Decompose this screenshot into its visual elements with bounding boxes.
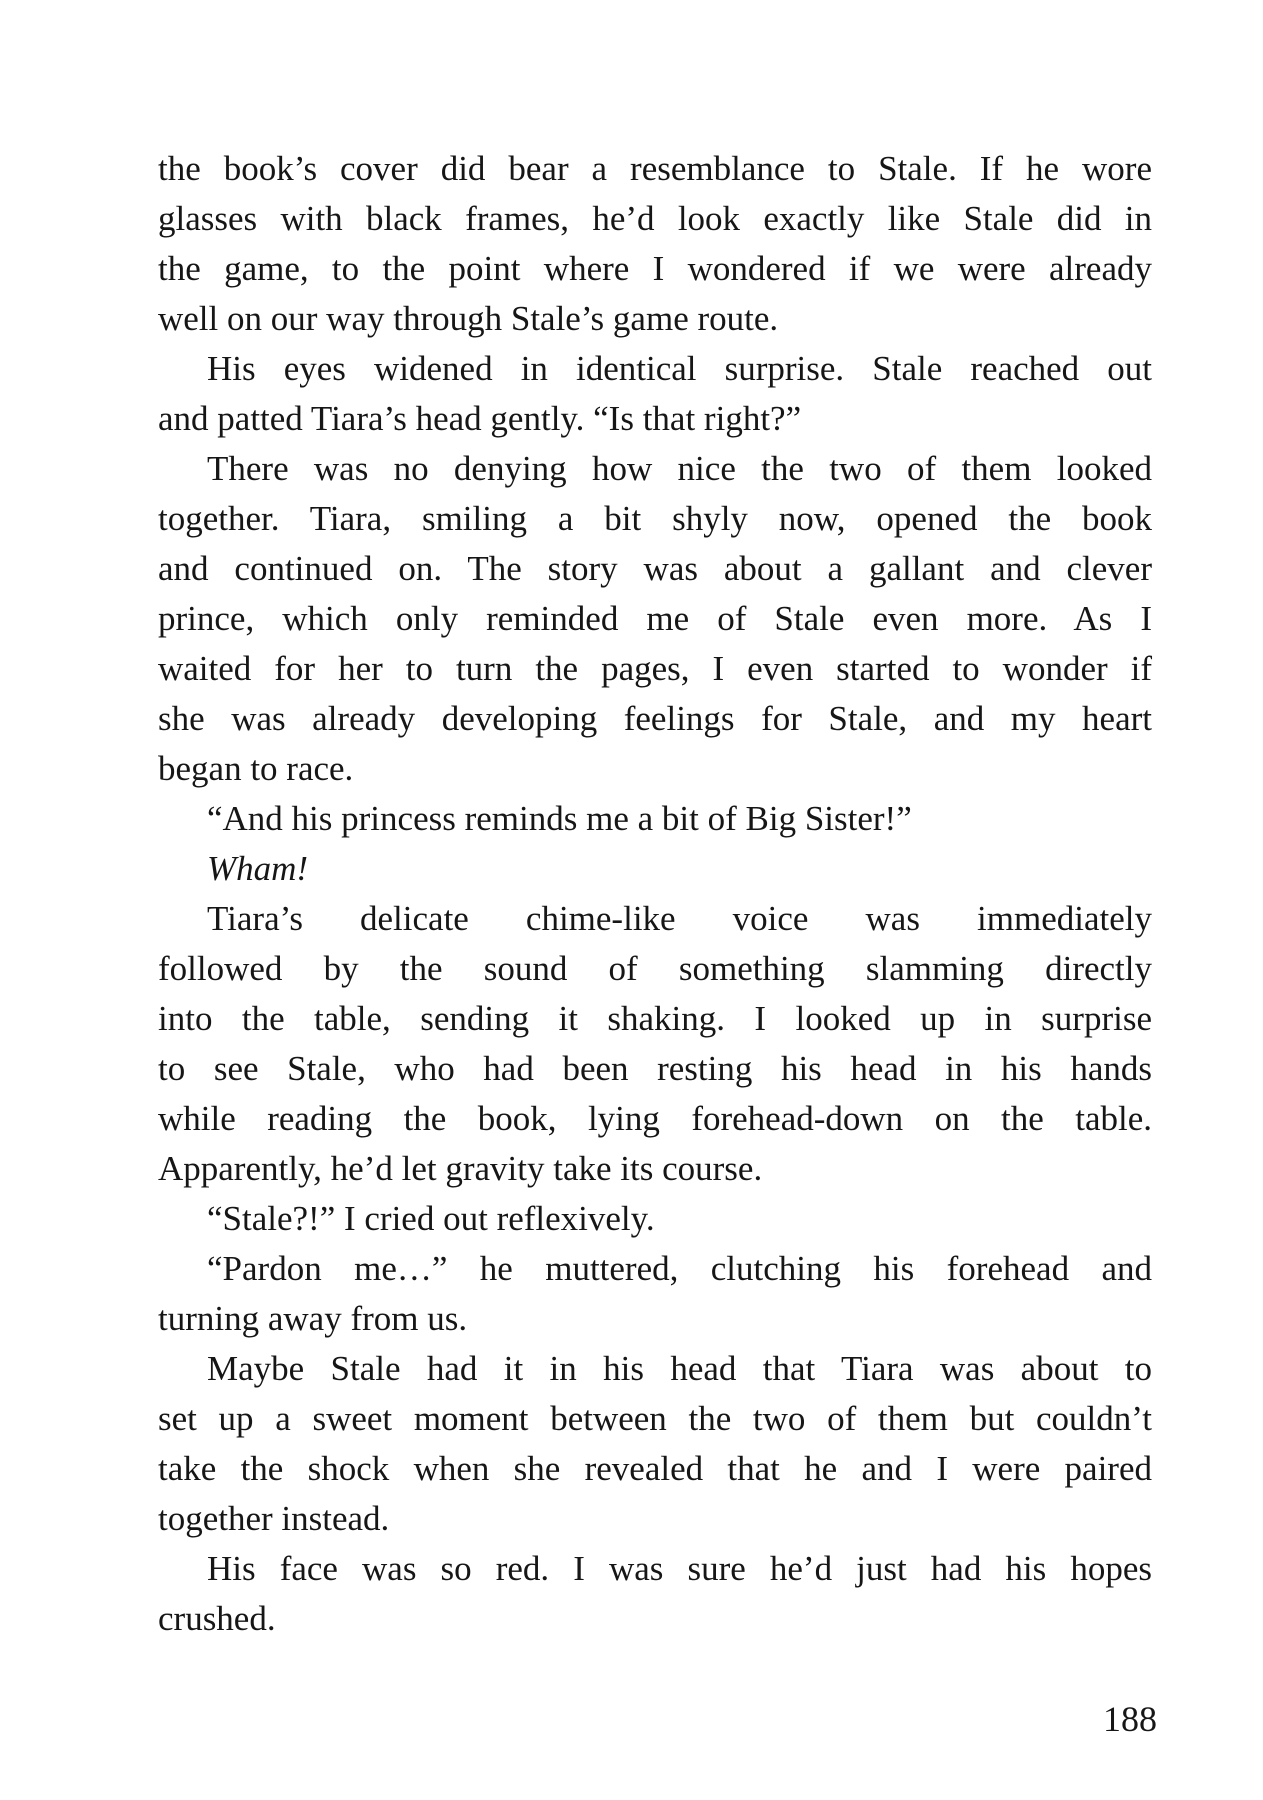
- text-line: Wham!: [207, 849, 309, 888]
- text-line: began to race.: [158, 749, 354, 788]
- text-line: glasses with black frames, he’d look exactly like Stale did in: [158, 199, 1152, 238]
- text-line: into the table, sending it shaking. I looked up in surprise: [158, 999, 1152, 1038]
- text-line: waited for her to turn the pages, I even started to wonder if: [158, 649, 1152, 688]
- text-line: she was already developing feelings for Stale, and my heart: [158, 699, 1152, 738]
- paragraph: [158, 1194, 1152, 1244]
- paragraph: [158, 894, 1152, 1194]
- text-line: to see Stale, who had been resting his head in his hands: [158, 1049, 1152, 1088]
- text-block: [158, 144, 1152, 1644]
- text-line: followed by the sound of something slamming directly: [158, 949, 1152, 988]
- text-line: the game, to the point where I wondered if we were already: [158, 249, 1152, 288]
- page-number: 188: [1103, 1699, 1157, 1739]
- text-line: and continued on. The story was about a gallant and clever: [158, 549, 1152, 588]
- paragraph: [158, 1544, 1152, 1644]
- text-line: take the shock when she revealed that he and I were paired: [158, 1449, 1152, 1488]
- paragraph: [158, 794, 1152, 844]
- paragraph: [158, 444, 1152, 794]
- text-line: There was no denying how nice the two of them looked: [207, 449, 1152, 488]
- text-line: and patted Tiara’s head gently. “Is that right?”: [158, 399, 802, 438]
- text-line: His face was so red. I was sure he’d just had his hopes: [207, 1549, 1152, 1588]
- text-line: His eyes widened in identical surprise. Stale reached out: [207, 349, 1152, 388]
- text-line: the book’s cover did bear a resemblance to Stale. If he wore: [158, 149, 1152, 188]
- text-line: Maybe Stale had it in his head that Tiara was about to: [207, 1349, 1152, 1388]
- text-line: turning away from us.: [158, 1299, 468, 1338]
- paragraph: [158, 1244, 1152, 1344]
- text-line: well on our way through Stale’s game route.: [158, 299, 779, 338]
- text-line: Apparently, he’d let gravity take its course.: [158, 1149, 763, 1188]
- text-line: prince, which only reminded me of Stale even more. As I: [158, 599, 1152, 638]
- paragraph: [158, 344, 1152, 444]
- paragraph: [158, 844, 1152, 894]
- text-line: Tiara’s delicate chime-like voice was immediately: [207, 899, 1152, 938]
- text-line: together. Tiara, smiling a bit shyly now, opened the book: [158, 499, 1152, 538]
- text-line: set up a sweet moment between the two of them but couldn’t: [158, 1399, 1152, 1438]
- paragraph: [158, 144, 1152, 344]
- text-line: while reading the book, lying forehead-down on the table.: [158, 1099, 1152, 1138]
- paragraph: [158, 1344, 1152, 1544]
- text-line: “Stale?!” I cried out reflexively.: [207, 1199, 655, 1238]
- text-line: crushed.: [158, 1599, 276, 1638]
- text-line: together instead.: [158, 1499, 390, 1538]
- text-line: “And his princess reminds me a bit of Big Sister!”: [207, 799, 912, 838]
- text-line: “Pardon me…” he muttered, clutching his forehead and: [207, 1249, 1152, 1288]
